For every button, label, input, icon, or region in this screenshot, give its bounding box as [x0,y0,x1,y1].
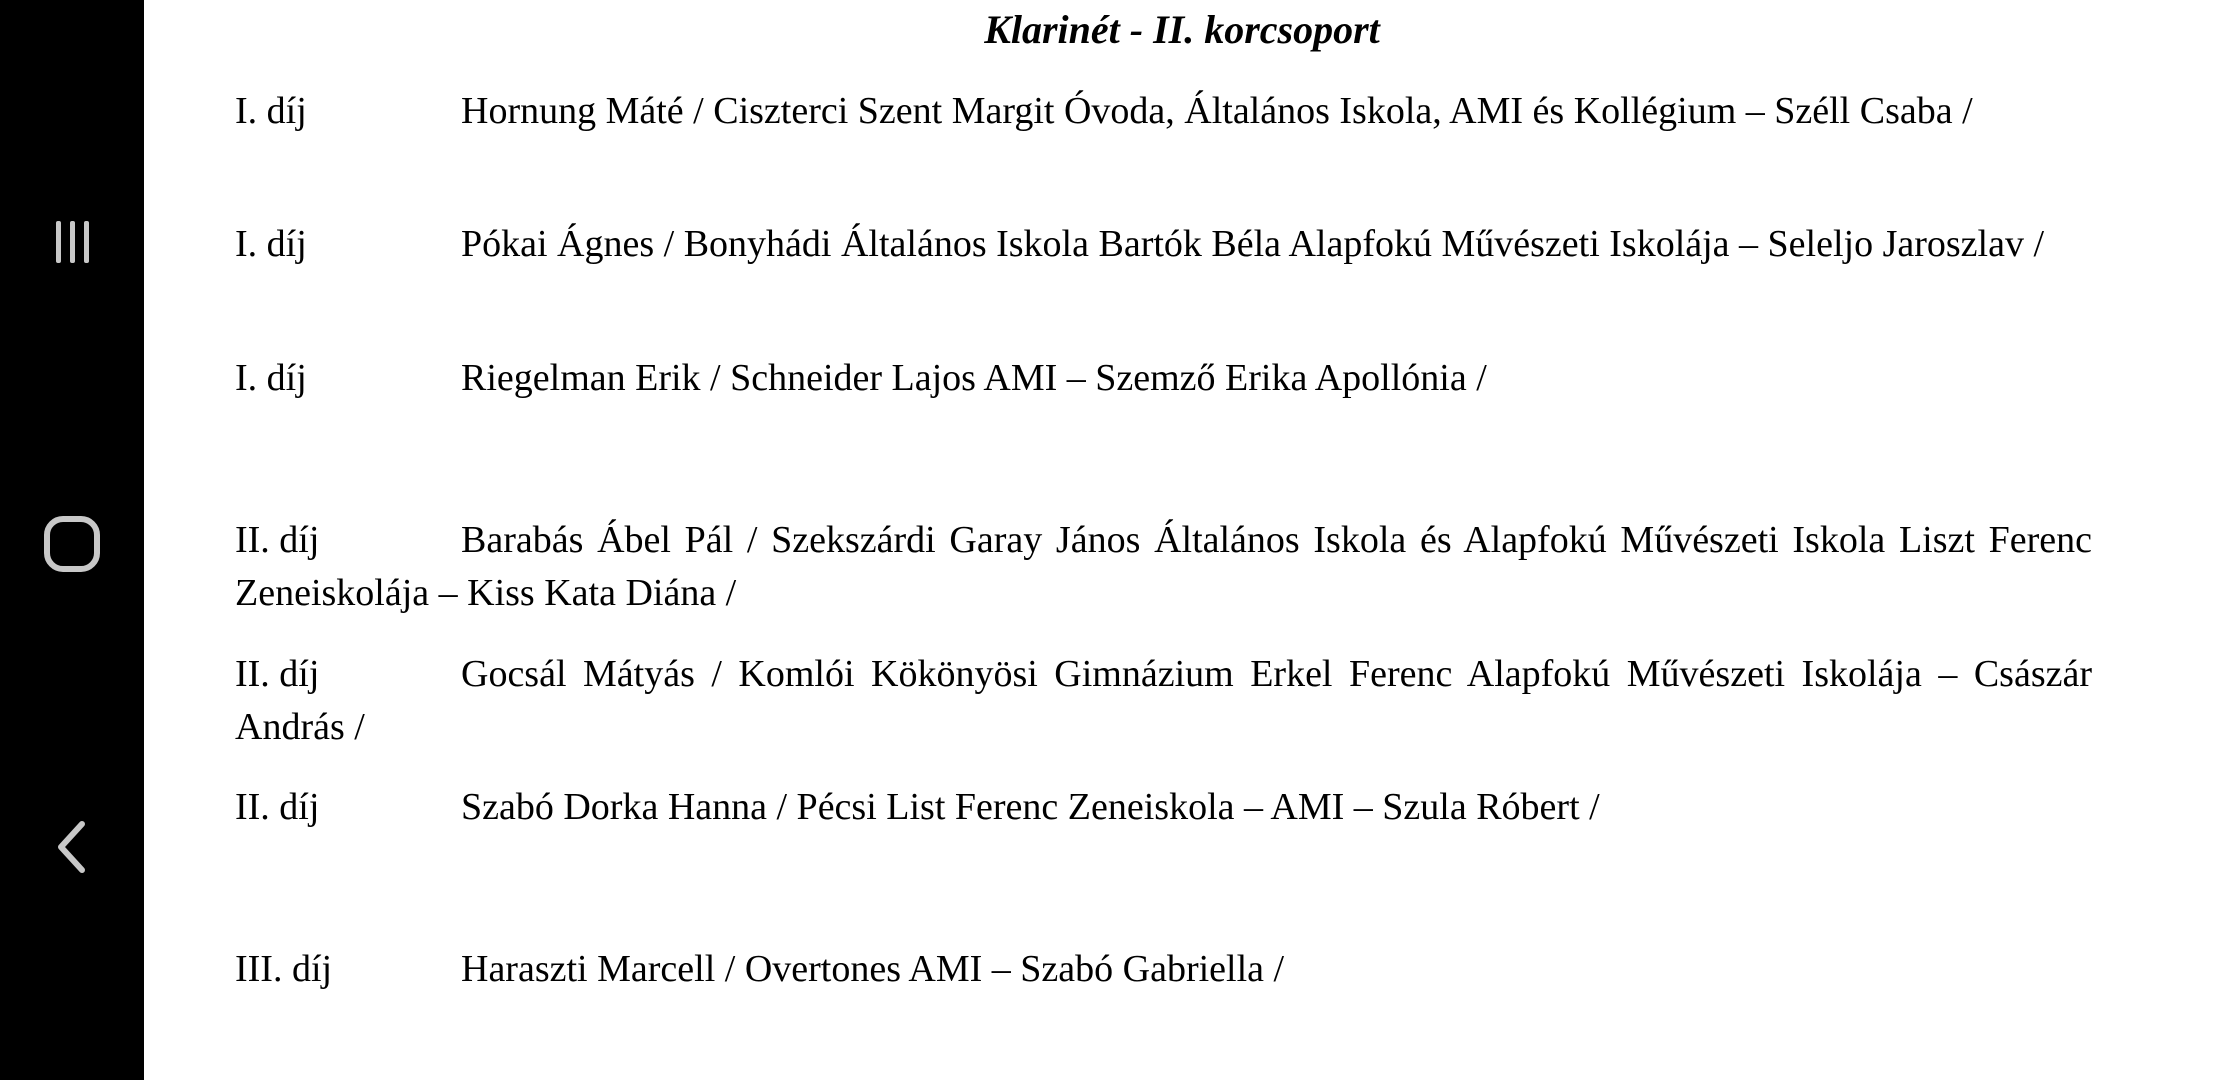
result-entry [235,781,2092,834]
result-entry [235,514,2092,620]
navigation-bar [0,0,144,1080]
result-entry [235,352,2092,405]
entry-text: Riegelman Erik / Schneider Lajos AMI – Szemző Erika Apollónia / [461,357,1487,399]
entry-text: Gocsál Mátyás / Komlói Kökönyösi Gimnázium Erkel Ferenc Alapfokú Művészeti Iskolája – Császár András / [235,653,2092,748]
recent-apps-button[interactable] [0,182,144,302]
document-page [144,0,2220,1080]
entry-text: Pókai Ágnes / Bonyhádi Általános Iskola Bartók Béla Alapfokú Művészeti Iskolája – Seleljo Jaroszlav / [461,223,2045,265]
prize-label: II. díj [235,519,320,561]
entry-text: Haraszti Marcell / Overtones AMI – Szabó Gabriella / [461,948,1285,990]
back-button[interactable] [0,787,144,907]
result-entry [235,85,2092,138]
result-entry [235,218,2092,271]
entry-text: Hornung Máté / Ciszterci Szent Margit Óvoda, Általános Iskola, AMI és Kollégium – Széll Csaba / [461,90,1973,132]
prize-label: III. díj [235,948,333,990]
home-button[interactable] [0,484,144,604]
document-title: Klarinét - II. korcsoport [984,7,1380,52]
prize-label: II. díj [235,786,320,828]
prize-label: I. díj [235,357,307,399]
recent-apps-icon [48,218,96,266]
home-icon [42,514,102,574]
back-chevron-icon [52,819,92,875]
prize-label: I. díj [235,223,307,265]
entry-text: Barabás Ábel Pál / Szekszárdi Garay János Általános Iskola és Alapfokú Művészeti Iskola Liszt Ferenc Zeneiskolája – Kiss Kata Diána / [235,519,2092,614]
entry-text: Szabó Dorka Hanna / Pécsi List Ferenc Zeneiskola – AMI – Szula Róbert / [461,786,1600,828]
prize-label: II. díj [235,653,320,695]
result-entry [235,648,2092,754]
prize-label: I. díj [235,90,307,132]
result-entry [235,943,2092,996]
